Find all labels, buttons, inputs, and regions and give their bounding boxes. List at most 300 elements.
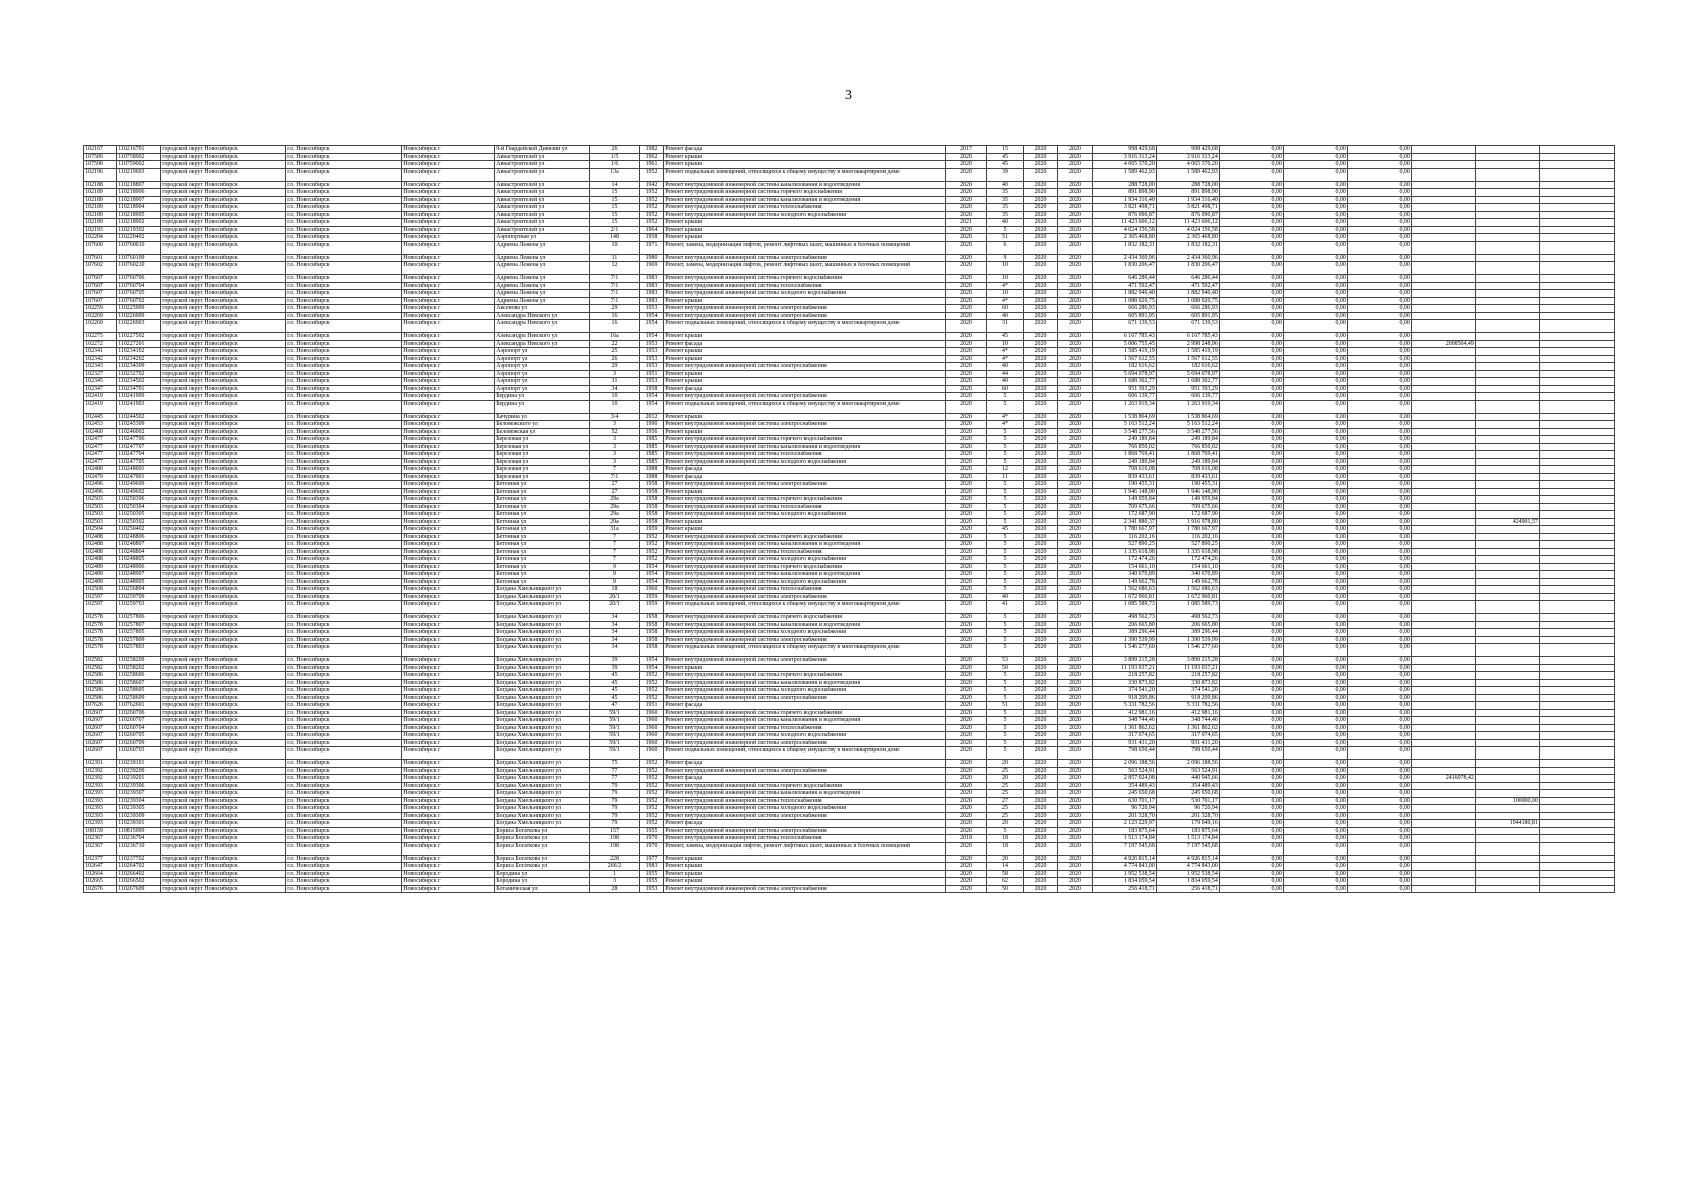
- table-cell: [1412, 393, 1476, 401]
- table-cell: 0,00: [1284, 636, 1348, 644]
- table-cell: 2020: [1024, 305, 1058, 313]
- table-cell: 102477: [84, 443, 117, 451]
- table-cell: [1540, 790, 1615, 798]
- table-cell: 412 981,16: [1093, 709, 1157, 717]
- table-cell: 110256804: [117, 586, 161, 594]
- table-cell: г.о. Новосибирск: [286, 657, 402, 665]
- table-row: [84, 443, 1615, 451]
- table-cell: 0,00: [1220, 702, 1284, 710]
- table-cell: 0,00: [1348, 241, 1412, 254]
- table-cell: 0,00: [1220, 348, 1284, 356]
- table-cell: 1958: [640, 503, 664, 511]
- table-cell: 59/1: [590, 724, 640, 732]
- table-cell: 0,00: [1220, 436, 1284, 444]
- table-cell: 1: [590, 870, 640, 878]
- table-cell: 0,00: [1220, 153, 1284, 161]
- table-cell: 3 916 313,24: [1157, 153, 1220, 161]
- table-cell: 47: [590, 702, 640, 710]
- table-cell: 53: [987, 657, 1024, 665]
- table-cell: г.о. Новосибирск: [286, 767, 402, 775]
- table-cell: 102477: [84, 458, 117, 466]
- table-cell: 2020: [946, 320, 987, 333]
- table-cell: 102568: [84, 586, 117, 594]
- table-cell: [1540, 443, 1615, 451]
- table-cell: [1540, 363, 1615, 371]
- table-cell: 102392: [84, 775, 117, 783]
- table-cell: [1412, 835, 1476, 843]
- table-cell: г.о. Новосибирск: [286, 378, 402, 386]
- table-cell: 102607: [84, 709, 117, 717]
- table-cell: 2020: [946, 870, 987, 878]
- table-cell: 1 934 316,40: [1157, 196, 1220, 204]
- table-cell: городской округ Новосибирск: [161, 428, 286, 436]
- table-cell: 0,00: [1220, 679, 1284, 687]
- table-cell: Ремонт внутридомовой инженерной системы холодного водоснабжения: [664, 211, 946, 219]
- table-cell: 2020: [1058, 732, 1093, 740]
- table-cell: 0,00: [1348, 601, 1412, 614]
- table-cell: 0,00: [1220, 385, 1284, 393]
- table-cell: 530 701,17: [1157, 797, 1220, 805]
- table-cell: 0,00: [1348, 870, 1412, 878]
- table-cell: городской округ Новосибирск: [161, 586, 286, 594]
- table-cell: [1476, 621, 1540, 629]
- table-cell: 5: [987, 563, 1024, 571]
- table-cell: 4 024 156,58: [1093, 226, 1157, 234]
- table-cell: [1476, 204, 1540, 212]
- table-row: [84, 458, 1615, 466]
- table-row: [84, 878, 1615, 886]
- table-cell: 0,00: [1284, 254, 1348, 262]
- table-cell: 0,00: [1284, 282, 1348, 290]
- table-cell: 2020: [946, 790, 987, 798]
- table-cell: 2020: [1058, 511, 1093, 519]
- table-cell: Ремонт крыши: [664, 526, 946, 534]
- table-cell: 1958: [640, 511, 664, 519]
- table-cell: 0,00: [1284, 262, 1348, 275]
- table-cell: 2020: [1024, 421, 1058, 429]
- table-cell: 0,00: [1348, 563, 1412, 571]
- table-cell: 190 455,31: [1093, 481, 1157, 489]
- table-cell: 40: [987, 378, 1024, 386]
- table-row: [84, 747, 1615, 760]
- table-cell: [1476, 211, 1540, 219]
- table-row: [84, 348, 1615, 356]
- table-cell: г.о. Новосибирск: [286, 687, 402, 695]
- table-cell: 2020: [1024, 790, 1058, 798]
- table-cell: [1540, 629, 1615, 637]
- table-cell: городской округ Новосибирск: [161, 241, 286, 254]
- table-cell: 110760109: [117, 254, 161, 262]
- table-cell: 2020: [1024, 518, 1058, 526]
- table-cell: 0,00: [1348, 664, 1412, 672]
- table-cell: 0,00: [1284, 797, 1348, 805]
- table-cell: Ремонт подвальных помещений, относящихся к общему имуществу в многоквартирном доме: [664, 320, 946, 333]
- table-cell: [1412, 812, 1476, 820]
- table-cell: 5: [987, 644, 1024, 657]
- table-cell: 102345: [84, 378, 117, 386]
- table-cell: [1540, 378, 1615, 386]
- table-cell: г.о. Новосибирск: [286, 760, 402, 768]
- table-cell: г.о. Новосибирск: [286, 254, 402, 262]
- table-cell: 1955: [640, 870, 664, 878]
- table-cell: 3: [590, 443, 640, 451]
- table-cell: 2020: [1024, 443, 1058, 451]
- table-cell: 2020: [1058, 870, 1093, 878]
- table-cell: 2020: [946, 254, 987, 262]
- table-cell: Авиастроителей ул: [495, 204, 590, 212]
- table-cell: 0,00: [1220, 571, 1284, 579]
- table-cell: 29а: [590, 511, 640, 519]
- table-cell: 0,00: [1220, 657, 1284, 665]
- table-cell: 34: [590, 621, 640, 629]
- table-cell: 154 661,10: [1093, 563, 1157, 571]
- table-cell: г.о. Новосибирск: [286, 234, 402, 242]
- table-cell: Богдана Хмельницкого ул: [495, 739, 590, 747]
- table-cell: Ремонт крыши: [664, 226, 946, 234]
- table-cell: Бориса Богаткова ул: [495, 855, 590, 863]
- table-cell: 18: [987, 842, 1024, 855]
- table-cell: 102503: [84, 518, 117, 526]
- table-cell: 110234701: [117, 385, 161, 393]
- table-cell: Ремонт фасада: [664, 702, 946, 710]
- table-cell: Ремонт внутридомовой инженерной системы электроснабжения: [664, 254, 946, 262]
- table-cell: 110225909: [117, 305, 161, 313]
- table-cell: 0,00: [1284, 473, 1348, 481]
- table-cell: г.о. Новосибирск: [286, 885, 402, 893]
- table-cell: 116 202,16: [1093, 533, 1157, 541]
- table-cell: 0,00: [1284, 146, 1348, 154]
- table-cell: [1476, 782, 1540, 790]
- table-cell: городской округ Новосибирск: [161, 805, 286, 813]
- table-cell: 5: [987, 732, 1024, 740]
- table-cell: 1952: [640, 533, 664, 541]
- table-cell: [1476, 593, 1540, 601]
- table-cell: 0,00: [1348, 443, 1412, 451]
- table-cell: г.о. Новосибирск: [286, 340, 402, 348]
- table-cell: 3/4: [590, 413, 640, 421]
- table-cell: 0,00: [1220, 241, 1284, 254]
- table-cell: Березовая ул: [495, 436, 590, 444]
- table-cell: 1960: [640, 747, 664, 760]
- table-cell: 35: [987, 189, 1024, 197]
- table-cell: 1 868 769,41: [1157, 451, 1220, 459]
- table-cell: 0,00: [1348, 820, 1412, 828]
- table-cell: Ремонт фасада: [664, 466, 946, 474]
- table-cell: 0,00: [1284, 211, 1348, 219]
- table-row: [84, 679, 1615, 687]
- table-row: [84, 428, 1615, 436]
- table-row: [84, 797, 1615, 805]
- table-cell: Ремонт крыши: [664, 297, 946, 305]
- table-cell: [1412, 370, 1476, 378]
- table-cell: г.о. Новосибирск: [286, 219, 402, 227]
- table-cell: [1412, 363, 1476, 371]
- table-cell: 45: [987, 333, 1024, 341]
- table-cell: Александра Невского ул: [495, 312, 590, 320]
- table-cell: 998 429,68: [1157, 146, 1220, 154]
- table-cell: 0,00: [1348, 636, 1412, 644]
- table-cell: 1 916 978,80: [1157, 518, 1220, 526]
- table-cell: 0,00: [1348, 593, 1412, 601]
- table-cell: 0,00: [1348, 168, 1412, 181]
- table-cell: 0,00: [1348, 146, 1412, 154]
- table-cell: 0,00: [1284, 385, 1348, 393]
- table-cell: г.о. Новосибирск: [286, 473, 402, 481]
- table-cell: Новосибирск г: [402, 290, 495, 298]
- table-cell: 110259709: [117, 593, 161, 601]
- table-cell: 0,00: [1348, 878, 1412, 886]
- table-cell: 1980: [640, 254, 664, 262]
- table-cell: 2020: [1024, 413, 1058, 421]
- table-cell: 18: [590, 586, 640, 594]
- table-cell: 0,00: [1348, 290, 1412, 298]
- table-cell: 0,00: [1220, 473, 1284, 481]
- table-cell: 0,00: [1284, 679, 1348, 687]
- table-cell: [1540, 370, 1615, 378]
- table-cell: Ремонт внутридомовой инженерной системы теплоснабжения: [664, 282, 946, 290]
- table-cell: 110249609: [117, 481, 161, 489]
- table-cell: [1540, 181, 1615, 189]
- table-cell: 25: [987, 767, 1024, 775]
- table-cell: [1476, 601, 1540, 614]
- table-cell: 2020: [946, 760, 987, 768]
- table-cell: 1952: [640, 687, 664, 695]
- table-cell: 2020: [946, 297, 987, 305]
- table-cell: 798 650,44: [1093, 747, 1157, 760]
- table-cell: 14: [987, 863, 1024, 871]
- table-cell: 0,00: [1284, 496, 1348, 504]
- table-cell: городской округ Новосибирск: [161, 629, 286, 637]
- table-cell: 4*: [987, 413, 1024, 421]
- table-cell: г.о. Новосибирск: [286, 146, 402, 154]
- table-cell: 2020: [946, 161, 987, 169]
- table-row: [84, 219, 1615, 227]
- table-cell: 1960: [640, 732, 664, 740]
- table-cell: 6 167 785,43: [1093, 333, 1157, 341]
- table-cell: г.о. Новосибирск: [286, 181, 402, 189]
- table-cell: 2020: [1024, 835, 1058, 843]
- table-cell: 2020: [1024, 378, 1058, 386]
- table-cell: 102503: [84, 503, 117, 511]
- table-cell: [1476, 657, 1540, 665]
- table-cell: 6: [987, 241, 1024, 254]
- table-cell: городской округ Новосибирск: [161, 644, 286, 657]
- table-cell: [1412, 355, 1476, 363]
- table-cell: 9: [590, 578, 640, 586]
- table-cell: г.о. Новосибирск: [286, 820, 402, 828]
- table-cell: 62: [987, 878, 1024, 886]
- table-cell: Бердина ул: [495, 393, 590, 401]
- table-cell: 0,00: [1220, 842, 1284, 855]
- table-cell: 1 567 612,55: [1157, 355, 1220, 363]
- table-cell: Богдана Хмельницкого ул: [495, 621, 590, 629]
- table-cell: г.о. Новосибирск: [286, 702, 402, 710]
- table-cell: [1540, 393, 1615, 401]
- table-cell: 107607: [84, 297, 117, 305]
- table-cell: Новосибирск г: [402, 204, 495, 212]
- table-cell: Новосибирск г: [402, 254, 495, 262]
- table-row: [84, 297, 1615, 305]
- table-cell: 79: [590, 820, 640, 828]
- table-cell: 0,00: [1284, 421, 1348, 429]
- table-cell: 2020: [1058, 458, 1093, 466]
- table-cell: 201 328,70: [1157, 812, 1220, 820]
- table-cell: 2020: [1024, 679, 1058, 687]
- table-cell: 110239209: [117, 767, 161, 775]
- table-row: [84, 161, 1615, 169]
- table-cell: городской округ Новосибирск: [161, 161, 286, 169]
- table-cell: 110234309: [117, 363, 161, 371]
- table-cell: Ремонт внутридомовой инженерной системы горячего водоснабжения: [664, 563, 946, 571]
- table-cell: 0,00: [1220, 481, 1284, 489]
- table-cell: 110247704: [117, 451, 161, 459]
- table-cell: 389 296,44: [1093, 629, 1157, 637]
- table-cell: городской округ Новосибирск: [161, 820, 286, 828]
- table-cell: [1476, 466, 1540, 474]
- table-cell: 16: [590, 320, 640, 333]
- table-cell: [1540, 473, 1615, 481]
- table-cell: Новосибирск г: [402, 211, 495, 219]
- table-cell: [1412, 556, 1476, 564]
- table-cell: 2020: [1024, 451, 1058, 459]
- table-cell: 2020: [1058, 694, 1093, 702]
- table-cell: 389 296,44: [1157, 629, 1220, 637]
- table-cell: Богдана Хмельницкого ул: [495, 586, 590, 594]
- table-cell: 876 090,87: [1157, 211, 1220, 219]
- table-cell: 40: [987, 312, 1024, 320]
- table-cell: 2020: [1024, 400, 1058, 413]
- table-cell: 2020: [1058, 254, 1093, 262]
- table-cell: 0,00: [1220, 297, 1284, 305]
- table-cell: 709 675,66: [1093, 503, 1157, 511]
- table-cell: городской округ Новосибирск: [161, 196, 286, 204]
- table-cell: 0,00: [1284, 413, 1348, 421]
- table-cell: 0,00: [1220, 760, 1284, 768]
- table-cell: Ремонт фасада: [664, 146, 946, 154]
- table-cell: 1958: [640, 636, 664, 644]
- table-cell: 5: [987, 541, 1024, 549]
- table-cell: 1954: [640, 571, 664, 579]
- table-cell: Ремонт внутридомовой инженерной системы электроснабжения: [664, 393, 946, 401]
- table-cell: Аэропорт ул: [495, 378, 590, 386]
- table-cell: 149 662,78: [1093, 578, 1157, 586]
- table-cell: Ремонт крыши: [664, 878, 946, 886]
- table-cell: [1540, 636, 1615, 644]
- table-cell: 102189: [84, 189, 117, 197]
- table-cell: Новосибирск г: [402, 363, 495, 371]
- table-cell: [1476, 863, 1540, 871]
- table-cell: г.о. Новосибирск: [286, 586, 402, 594]
- table-cell: 0,00: [1284, 601, 1348, 614]
- table-cell: 110239309: [117, 812, 161, 820]
- table-cell: 2020: [946, 797, 987, 805]
- table-cell: Ремонт внутридомовой инженерной системы электроснабжения: [664, 593, 946, 601]
- table-row: [84, 724, 1615, 732]
- table-cell: 107607: [84, 290, 117, 298]
- table-cell: 2020: [1024, 672, 1058, 680]
- table-cell: [1540, 885, 1615, 893]
- table-cell: 5: [987, 511, 1024, 519]
- table-cell: 2020: [1058, 724, 1093, 732]
- table-cell: [1540, 687, 1615, 695]
- table-cell: г.о. Новосибирск: [286, 679, 402, 687]
- table-cell: 1952: [640, 189, 664, 197]
- table-cell: 2020: [1058, 312, 1093, 320]
- table-row: [84, 370, 1615, 378]
- table-row: [84, 400, 1615, 413]
- table-cell: Новосибирск г: [402, 812, 495, 820]
- table-row: [84, 672, 1615, 680]
- table-cell: 256 418,71: [1157, 885, 1220, 893]
- table-cell: Новосибирск г: [402, 870, 495, 878]
- table-cell: 1956: [640, 428, 664, 436]
- table-cell: [1412, 436, 1476, 444]
- table-cell: Ремонт внутридомовой инженерной системы канализования и водоотведения: [664, 541, 946, 549]
- table-cell: 2020: [1024, 601, 1058, 614]
- table-cell: 1953: [640, 355, 664, 363]
- table-cell: [1412, 503, 1476, 511]
- table-cell: 2020: [1058, 226, 1093, 234]
- table-cell: 102460: [84, 428, 117, 436]
- table-cell: 0,00: [1220, 526, 1284, 534]
- table-cell: городской округ Новосибирск: [161, 775, 286, 783]
- table-cell: 2020: [1024, 312, 1058, 320]
- table-cell: городской округ Новосибирск: [161, 664, 286, 672]
- table-cell: [1540, 312, 1615, 320]
- table-cell: 0,00: [1220, 189, 1284, 197]
- table-cell: 2020: [946, 732, 987, 740]
- table-cell: 26: [590, 146, 640, 154]
- table-cell: 0,00: [1348, 571, 1412, 579]
- table-cell: 2020: [1058, 885, 1093, 893]
- table-cell: 0,00: [1220, 428, 1284, 436]
- table-cell: 1962: [640, 153, 664, 161]
- table-cell: [1412, 636, 1476, 644]
- table-cell: 0,00: [1220, 664, 1284, 672]
- table-cell: Ремонт крыши: [664, 219, 946, 227]
- table-row: [84, 586, 1615, 594]
- table-row: [84, 767, 1615, 775]
- table-cell: 2020: [1024, 687, 1058, 695]
- table-cell: г.о. Новосибирск: [286, 196, 402, 204]
- table-cell: 440 945,66: [1157, 775, 1220, 783]
- table-cell: 1952: [640, 556, 664, 564]
- table-cell: 29: [590, 305, 640, 313]
- table-cell: 0,00: [1348, 842, 1412, 855]
- table-row: [84, 870, 1615, 878]
- table-cell: 2020: [1058, 855, 1093, 863]
- table-row: [84, 790, 1615, 798]
- table-cell: 5: [987, 518, 1024, 526]
- table-cell: 2020: [1058, 363, 1093, 371]
- table-cell: 0,00: [1284, 805, 1348, 813]
- table-cell: [1540, 533, 1615, 541]
- table-cell: [1540, 586, 1615, 594]
- table-cell: 1 513 174,84: [1093, 835, 1157, 843]
- table-cell: 2020: [1058, 161, 1093, 169]
- table-cell: 2020: [946, 739, 987, 747]
- table-cell: 25: [987, 782, 1024, 790]
- table-cell: 149 662,78: [1157, 578, 1220, 586]
- table-cell: 1 834 059,54: [1157, 878, 1220, 886]
- table-cell: Богдана Хмельницкого ул: [495, 732, 590, 740]
- table-cell: 0,00: [1220, 739, 1284, 747]
- table-cell: Новосибирск г: [402, 556, 495, 564]
- table-cell: 1952: [640, 548, 664, 556]
- table-cell: 110218904: [117, 204, 161, 212]
- table-cell: 107602: [84, 262, 117, 275]
- table-cell: 40: [987, 363, 1024, 371]
